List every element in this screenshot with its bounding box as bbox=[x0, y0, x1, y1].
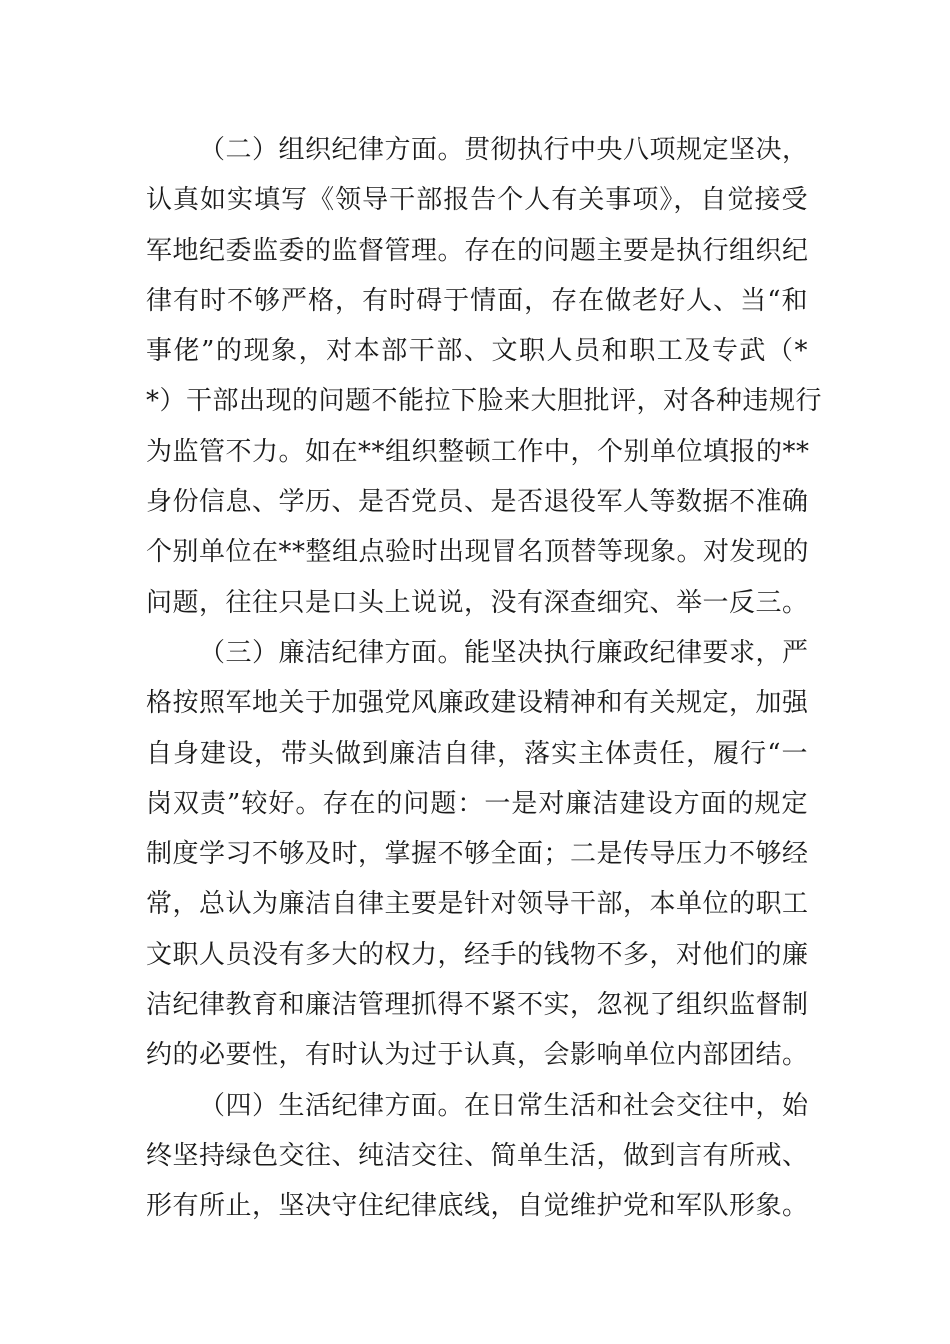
paragraph-organizational-discipline bbox=[146, 125, 823, 628]
text-line: 律有时不够严格，有时碍于情面，存在做老好人、当“和 bbox=[146, 285, 808, 316]
text-line: 终坚持绿色交往、纯洁交往、简单生活，做到言有所戒、 bbox=[146, 1140, 809, 1171]
paragraph-life-discipline bbox=[146, 1081, 808, 1232]
text-line: 为监管不力。如在**组织整顿工作中，个别单位填报的** bbox=[146, 436, 810, 467]
text-line: 形有所止，坚决守住纪律底线，自觉维护党和军队形象。 bbox=[146, 1191, 809, 1222]
paragraph-integrity-discipline bbox=[146, 628, 808, 1081]
text-line: 事佬”的现象，对本部干部、文职人员和职工及专武（* bbox=[146, 336, 808, 367]
text-line: （三）廉洁纪律方面。能坚决执行廉政纪律要求，严 bbox=[199, 637, 809, 668]
text-line: 制度学习不够及时，掌握不够全面；二是传导压力不够经 bbox=[146, 839, 809, 870]
document-body bbox=[146, 125, 823, 1232]
text-line: 身份信息、学历、是否党员、是否退役军人等数据不准确 bbox=[146, 487, 809, 518]
text-line: 认真如实填写《领导干部报告个人有关事项》，自觉接受 bbox=[146, 185, 808, 216]
text-line: 约的必要性，有时认为过于认真，会影响单位内部团结。 bbox=[146, 1040, 809, 1071]
text-line: *）干部出现的问题不能拉下脸来大胆批评，对各种违规行 bbox=[146, 386, 823, 417]
text-line: 个别单位在**整组点验时出现冒名顶替等现象。对发现的 bbox=[146, 537, 810, 568]
text-line: 洁纪律教育和廉洁管理抓得不紧不实，忽视了组织监督制 bbox=[146, 990, 809, 1021]
text-line: 常，总认为廉洁自律主要是针对领导干部，本单位的职工 bbox=[146, 889, 809, 920]
text-line: 岗双责”较好。存在的问题：一是对廉洁建设方面的规定 bbox=[146, 788, 808, 819]
text-line: 军地纪委监委的监督管理。存在的问题主要是执行组织纪 bbox=[146, 235, 809, 266]
text-line: 自身建设，带头做到廉洁自律，落实主体责任，履行“一 bbox=[146, 738, 808, 769]
text-line: 格按照军地关于加强党风廉政建设精神和有关规定，加强 bbox=[146, 688, 809, 719]
text-line: 文职人员没有多大的权力，经手的钱物不多，对他们的廉 bbox=[146, 939, 809, 970]
text-line: （四）生活纪律方面。在日常生活和社会交往中，始 bbox=[199, 1090, 809, 1121]
text-line: 问题，往往只是口头上说说，没有深查细究、举一反三。 bbox=[146, 587, 809, 618]
text-line: （二）组织纪律方面。贯彻执行中央八项规定坚决， bbox=[199, 135, 809, 165]
